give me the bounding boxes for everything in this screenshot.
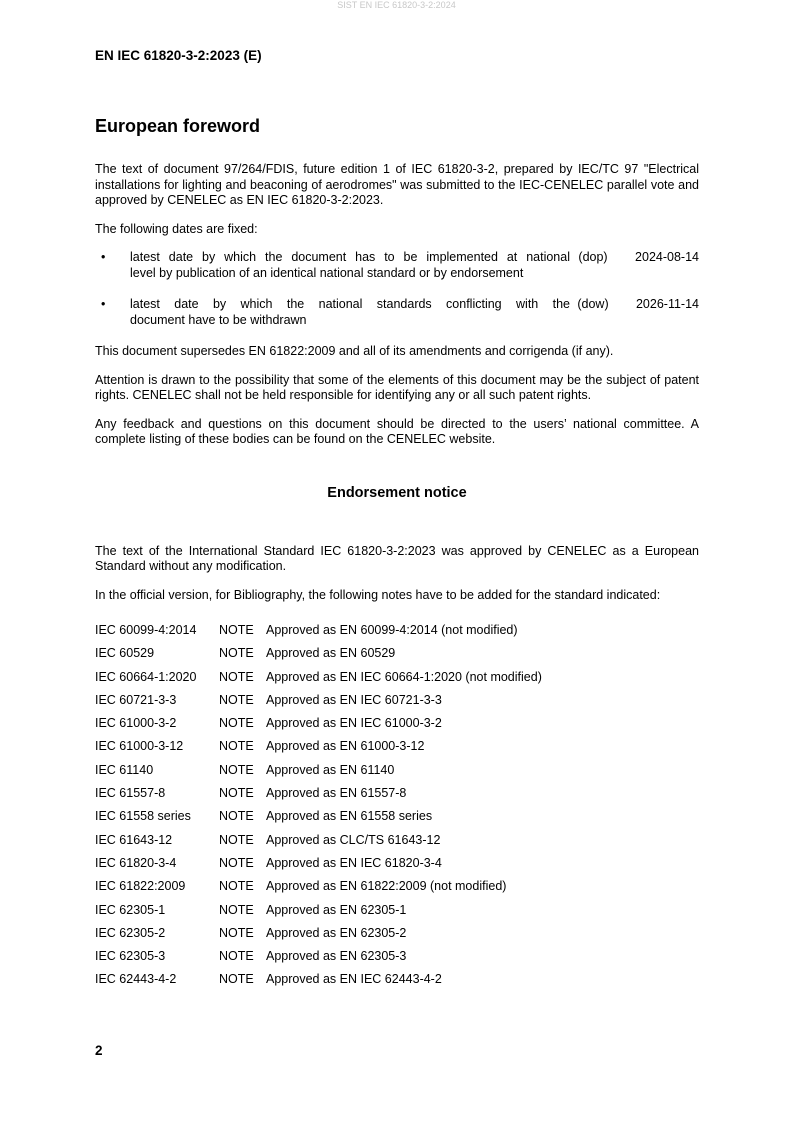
note-label: NOTE — [219, 762, 254, 777]
note-reference: IEC 60664-1:2020 — [95, 669, 197, 684]
bullet: • — [101, 250, 106, 264]
note-label: NOTE — [219, 786, 254, 801]
note-reference: IEC 62305-1 — [95, 902, 166, 917]
note-label: NOTE — [219, 949, 254, 964]
note-label: NOTE — [219, 646, 254, 661]
note-text: Approved as EN 60099-4:2014 (not modified) — [266, 623, 518, 637]
page-number: 2 — [95, 1043, 103, 1058]
patent-attention-paragraph: Attention is drawn to the possibility that some of the elements of this document may be the subject of patent rights. CENELEC shall not be held responsible for identifying any or all such patent rights. — [95, 372, 699, 402]
note-row — [95, 763, 542, 786]
note-label: NOTE — [219, 832, 254, 847]
date-description-line2: level by publication of an identical national standard or by endorsement — [130, 265, 524, 280]
note-reference: IEC 61000-3-12 — [95, 739, 184, 754]
note-text: Approved as EN 60529 — [266, 646, 396, 661]
note-row — [95, 856, 542, 879]
note-text: Approved as EN IEC 60721-3-3 — [266, 692, 442, 707]
note-label: NOTE — [219, 716, 254, 731]
note-text: Approved as CLC/TS 61643-12 — [266, 832, 441, 847]
dates-intro: The following dates are fixed: — [95, 221, 258, 236]
note-text: Approved as EN IEC 62443-4-2 — [266, 972, 442, 987]
watermark: SIST EN IEC 61820-3-2:2024 — [337, 0, 456, 10]
note-label: NOTE — [219, 879, 254, 894]
date-item-dow — [95, 297, 699, 328]
note-text: Approved as EN IEC 61820-3-4 — [266, 855, 442, 870]
note-label: NOTE — [219, 623, 254, 637]
foreword-intro: The text of document 97/264/FDIS, future edition 1 of IEC 61820-3-2, prepared by IEC/TC 97 "Electrical installations for lighting and beaconing of aerodromes" was submitted to the IEC-CENELEC parallel vote and approved by CENELEC as EN IEC 61820-3-2:2023. — [95, 162, 699, 207]
note-text: Approved as EN IEC 60664-1:2020 (not modified) — [266, 669, 542, 684]
bibliography-notes-table — [95, 623, 542, 996]
endorsement-text: The text of the International Standard IEC 61820-3-2:2023 was approved by CENELEC as a European Standard without any modification. — [95, 543, 699, 573]
date-item-dop — [95, 250, 699, 281]
note-row — [95, 926, 542, 949]
note-row — [95, 786, 542, 809]
note-text: Approved as EN IEC 61000-3-2 — [266, 716, 442, 731]
note-label: NOTE — [219, 692, 254, 707]
note-reference: IEC 61558 series — [95, 809, 191, 824]
note-label: NOTE — [219, 855, 254, 870]
date-value: 2024-08-14 — [635, 250, 699, 264]
note-reference: IEC 61643-12 — [95, 832, 173, 847]
bibliography-intro: In the official version, for Bibliography, the following notes have to be added for the standard indicated: — [95, 587, 661, 602]
endorsement-title: Endorsement notice — [327, 484, 467, 501]
note-label: NOTE — [219, 739, 254, 754]
note-row — [95, 739, 542, 762]
note-reference: IEC 61140 — [95, 762, 154, 777]
note-text: Approved as EN 61822:2009 (not modified) — [266, 879, 507, 894]
date-description-line1: latest date by which the document has to be implemented at national — [130, 250, 570, 264]
note-row — [95, 693, 542, 716]
note-row — [95, 833, 542, 856]
note-label: NOTE — [219, 902, 254, 917]
note-reference: IEC 61557-8 — [95, 786, 166, 801]
note-reference: IEC 60721-3-3 — [95, 692, 177, 707]
date-description-line1: latest date by which the national standards conflicting with the — [130, 297, 570, 311]
note-label: NOTE — [219, 925, 254, 940]
note-row — [95, 879, 542, 902]
date-description-line2: document have to be withdrawn — [130, 312, 307, 327]
note-text: Approved as EN 61140 — [266, 762, 395, 777]
foreword-title: European foreword — [95, 116, 261, 136]
note-row — [95, 623, 542, 646]
note-row — [95, 949, 542, 972]
note-row — [95, 972, 542, 995]
note-reference: IEC 61000-3-2 — [95, 716, 177, 731]
date-description — [130, 297, 570, 328]
note-row — [95, 809, 542, 832]
date-code: (dop) — [578, 250, 608, 264]
dates-list — [95, 250, 699, 328]
note-text: Approved as EN 62305-2 — [266, 925, 407, 940]
note-row — [95, 903, 542, 926]
page-body — [95, 114, 699, 996]
note-text: Approved as EN 62305-1 — [266, 902, 407, 917]
note-reference: IEC 62443-4-2 — [95, 972, 177, 987]
note-reference: IEC 62305-2 — [95, 925, 166, 940]
note-reference: IEC 61820-3-4 — [95, 855, 177, 870]
note-text: Approved as EN 61557-8 — [266, 786, 407, 801]
note-text: Approved as EN 61000-3-12 — [266, 739, 425, 754]
date-value: 2026-11-14 — [635, 297, 699, 311]
note-text: Approved as EN 61558 series — [266, 809, 433, 824]
note-label: NOTE — [219, 972, 254, 987]
note-reference: IEC 60529 — [95, 646, 155, 661]
note-row — [95, 646, 542, 669]
note-label: NOTE — [219, 669, 254, 684]
note-reference: IEC 62305-3 — [95, 949, 166, 964]
note-text: Approved as EN 62305-3 — [266, 949, 407, 964]
note-reference: IEC 60099-4:2014 — [95, 623, 197, 637]
note-reference: IEC 61822:2009 — [95, 879, 186, 894]
bullet: • — [101, 297, 106, 311]
date-description — [130, 250, 570, 281]
date-code: (dow) — [577, 297, 609, 311]
note-row — [95, 670, 542, 693]
feedback-paragraph: Any feedback and questions on this document should be directed to the users’ national committee. A complete listing of these bodies can be found on the CENELEC website. — [95, 416, 699, 446]
document-id: EN IEC 61820-3-2:2023 (E) — [95, 48, 262, 63]
supersedes-paragraph: This document supersedes EN 61822:2009 and all of its amendments and corrigenda (if any). — [95, 344, 614, 358]
note-row — [95, 716, 542, 739]
note-label: NOTE — [219, 809, 254, 824]
